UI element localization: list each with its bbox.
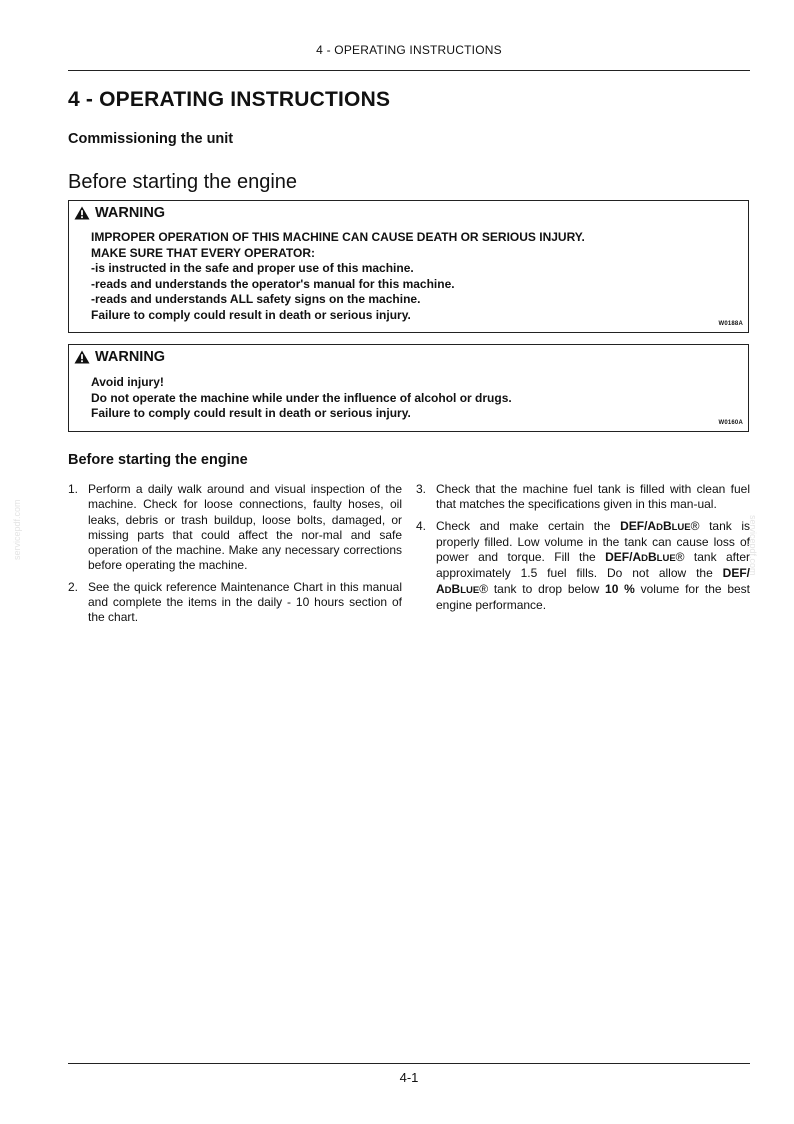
warning-box (68, 344, 749, 432)
step-text-part: ® tank after approximately 1.5 fuel fills. Do not allow the (436, 550, 751, 581)
def-adblue-term: DEF/ADBLUE (605, 550, 676, 565)
step-text: Perform a daily walk around and visual inspection of the machine. Check for loose connections, faulty hoses, oil leaks, debris or trash buildup, loose bolts, damaged, or missing parts that could affect the nor-mal and safe operation of the machine. Make any necessary corrections before operating the machine. (88, 482, 402, 573)
procedure-heading: Before starting the engine (68, 452, 248, 468)
step-number: 3. (416, 482, 427, 496)
warning-box (68, 200, 749, 333)
warning-label: WARNING (95, 349, 166, 365)
warning-line: Do not operate the machine while under the influence of alcohol or drugs. (91, 390, 512, 405)
warning-line: MAKE SURE THAT EVERY OPERATOR: (91, 245, 316, 260)
warning-triangle-icon (74, 350, 90, 364)
running-header: 4 - OPERATING INSTRUCTIONS (316, 43, 502, 57)
footer-rule (68, 1063, 750, 1064)
page-number: 4-1 (399, 1070, 419, 1085)
warning-line: -is instructed in the safe and proper use of this machine. (91, 261, 414, 275)
watermark: servicepdf.com (12, 499, 22, 560)
step-number: 4. (416, 518, 427, 533)
def-adblue-term: DEF/ADBLUE (620, 518, 691, 533)
warning-line: -reads and understands the operator's manual for this machine. (91, 276, 455, 291)
step-text-part: ® tank to drop below (479, 581, 606, 596)
step-text: See the quick reference Maintenance Chart in this manual and complete the items in the daily - 10 hours section of the chart. (88, 579, 402, 625)
header-rule (68, 70, 750, 71)
procedure-step (416, 482, 750, 513)
step-text-part: ® tank is properly filled. Low volume in the tank can cause loss of power and torque. Fill the (436, 518, 751, 565)
step-text (436, 519, 750, 612)
warning-line: Failure to comply could result in death or serious injury. (91, 307, 411, 322)
chapter-title: 4 - OPERATING INSTRUCTIONS (68, 88, 391, 111)
warning-text (91, 375, 512, 422)
procedure-step (68, 580, 402, 626)
procedure-step (416, 519, 750, 614)
procedure-steps-left (68, 482, 402, 632)
step-text-part: Check and make certain the (436, 518, 621, 533)
percent-value: 10 % (605, 581, 635, 596)
section-heading: Commissioning the unit (68, 131, 234, 147)
warning-triangle-icon (74, 206, 90, 220)
warning-header (74, 205, 165, 221)
def-adblue-term: DEF/ ADBLUE (436, 566, 750, 596)
warning-line: Avoid injury! (91, 375, 164, 389)
warning-line: -reads and understands ALL safety signs on the machine. (91, 292, 421, 306)
step-text: Check that the machine fuel tank is filled with clean fuel that matches the specifications given in this man-ual. (436, 482, 750, 512)
warning-code: W0188A (718, 321, 743, 327)
step-number: 2. (68, 579, 79, 594)
warning-label: WARNING (95, 205, 166, 221)
warning-line: IMPROPER OPERATION OF THIS MACHINE CAN CAUSE DEATH OR SERIOUS INJURY. (91, 230, 585, 244)
warning-line: Failure to comply could result in death or serious injury. (91, 406, 411, 420)
procedure-step (68, 482, 402, 574)
warning-header (74, 349, 165, 365)
step-number: 1. (68, 482, 79, 496)
watermark: servicepdf.com (748, 515, 758, 576)
topic-title: Before starting the engine (68, 171, 298, 193)
warning-code: W0160A (718, 420, 743, 426)
warning-text (91, 230, 585, 323)
procedure-steps-right (416, 482, 750, 619)
step-text-part: volume for the best engine performance. (436, 581, 750, 613)
